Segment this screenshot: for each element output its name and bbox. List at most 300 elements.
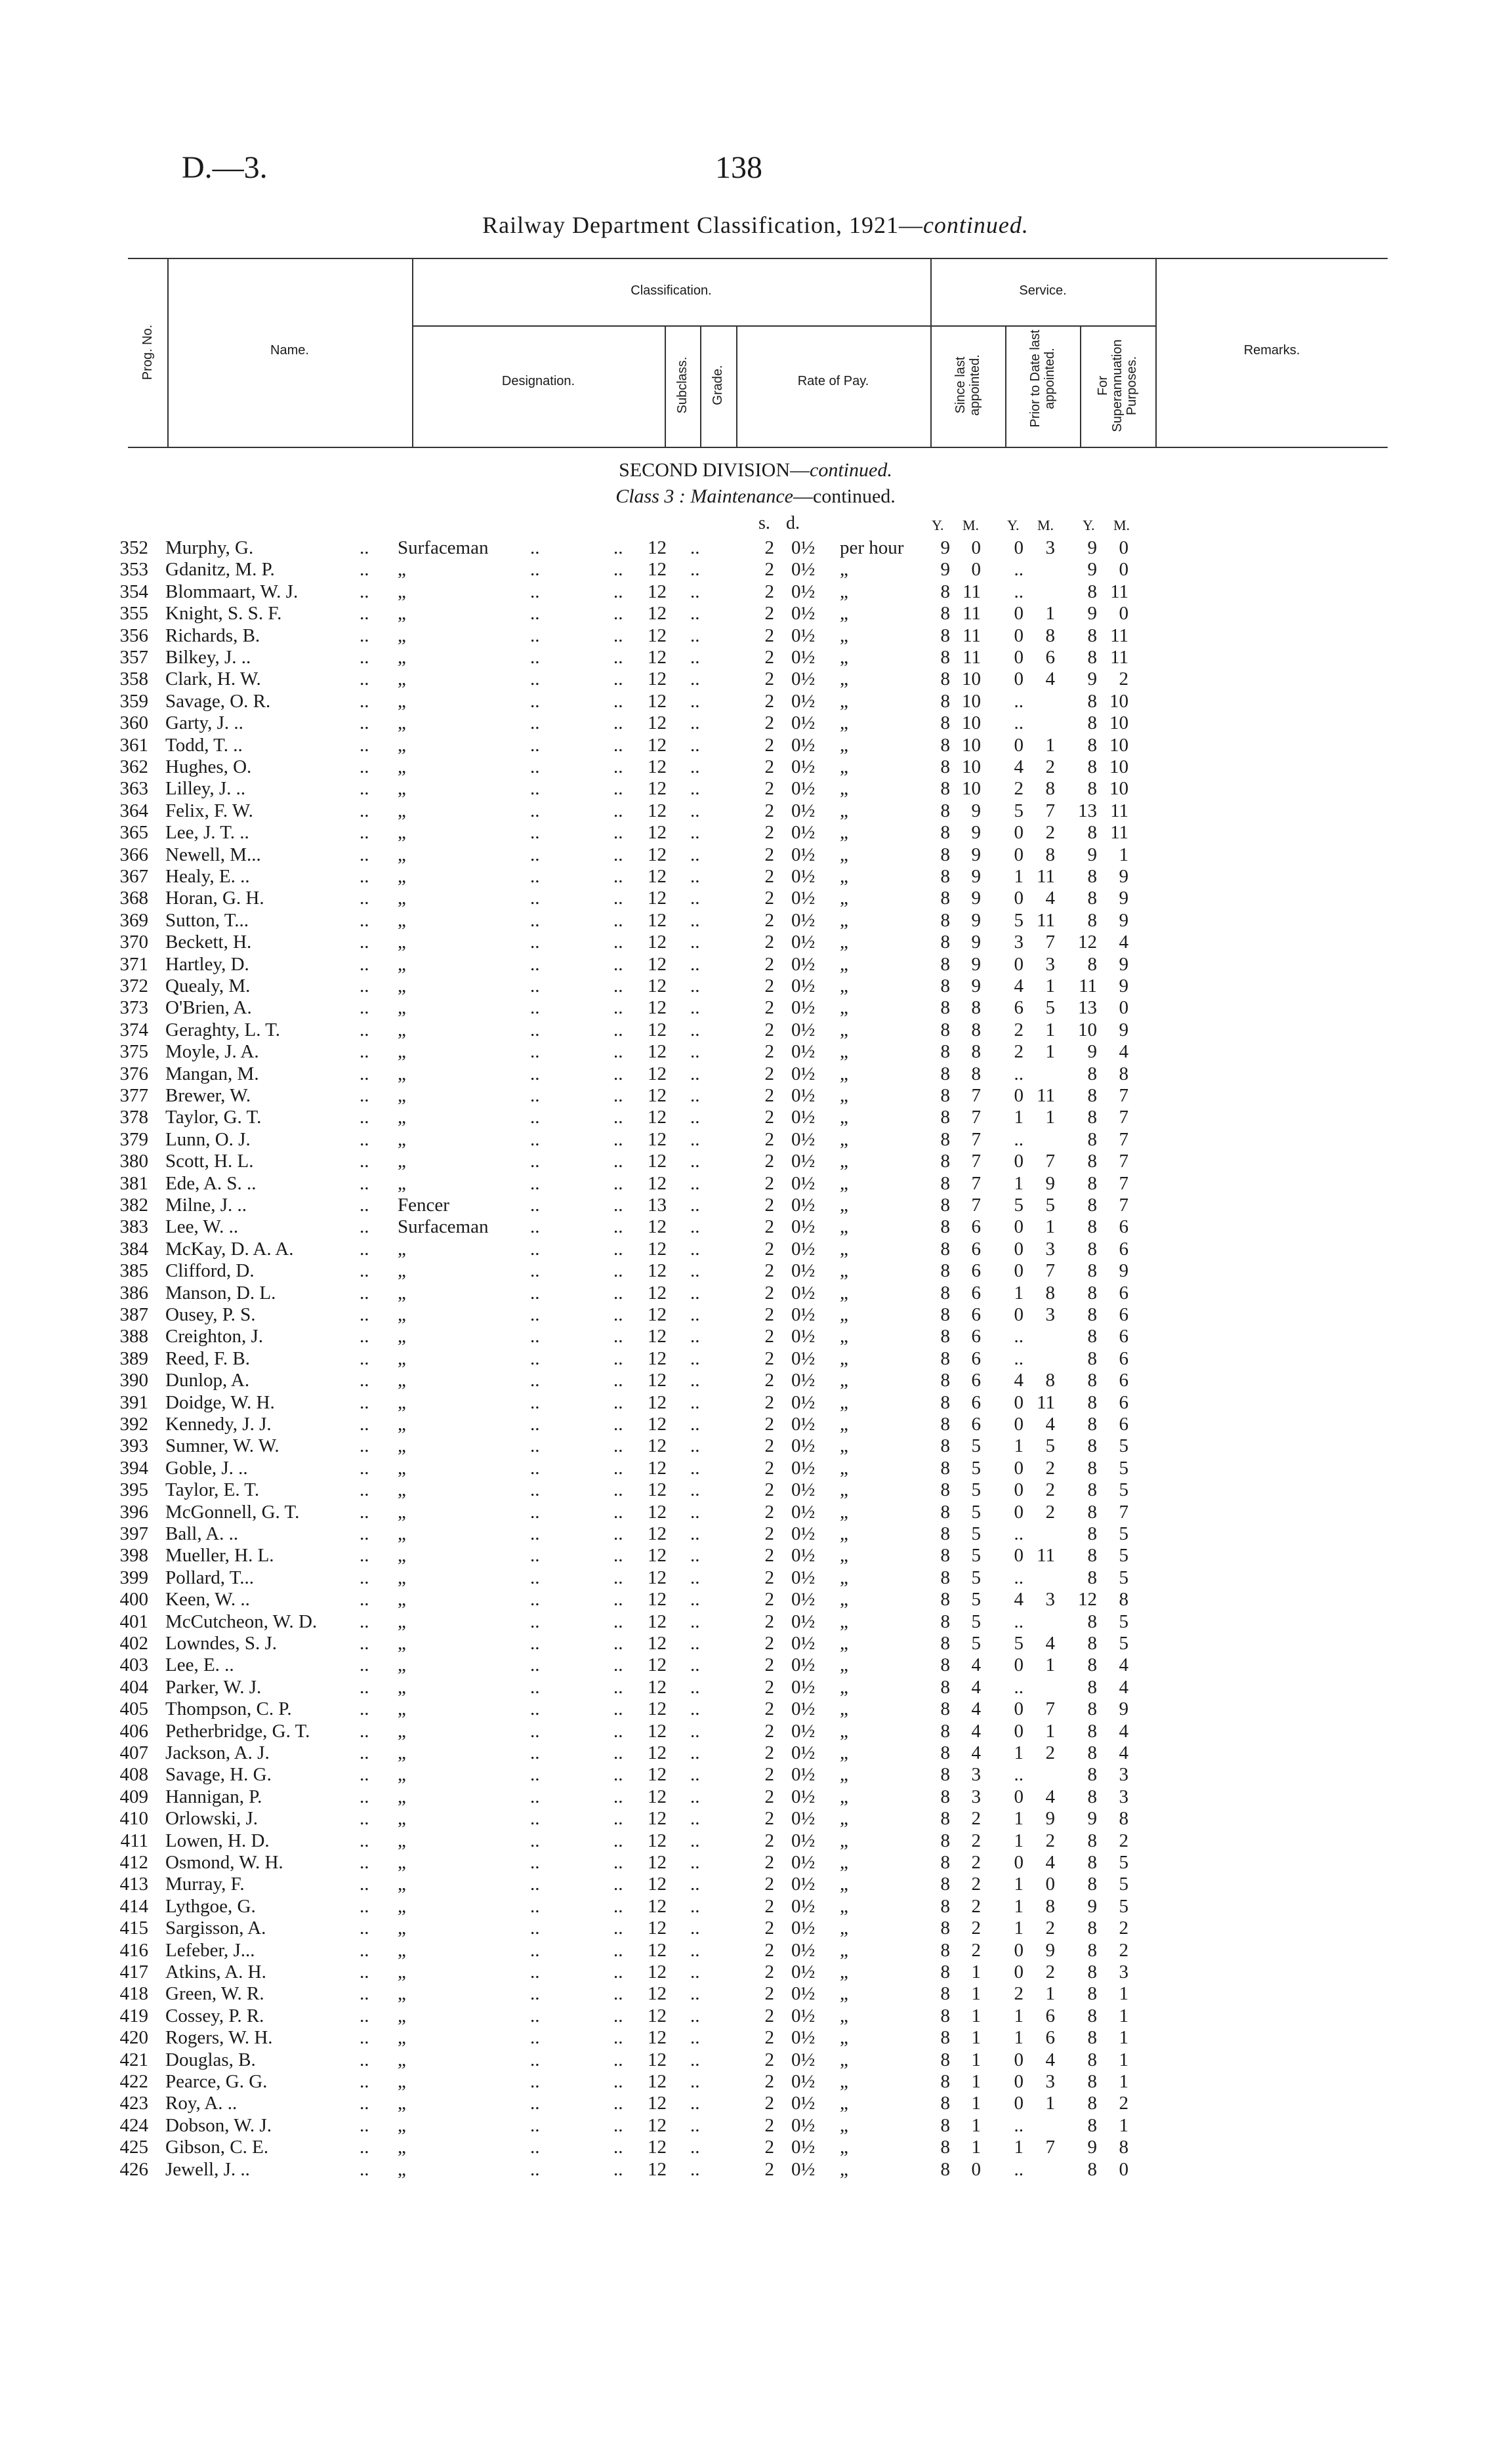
unit-months: M. bbox=[962, 517, 980, 533]
prior-years-cell: 1 bbox=[1014, 2005, 1024, 2026]
super-months-cell: 7 bbox=[1119, 1151, 1128, 1172]
leader-dots: .. bbox=[690, 1698, 700, 1720]
prior-years-cell: .. bbox=[1014, 581, 1024, 602]
prior-years-cell: 0 bbox=[1014, 1501, 1024, 1523]
designation-cell: „ bbox=[398, 1347, 406, 1369]
pence-cell: 0½ bbox=[791, 1128, 816, 1150]
leader-dots: .. bbox=[690, 888, 700, 909]
super-months-cell: 9 bbox=[1119, 1698, 1128, 1720]
title-continued: continued. bbox=[922, 212, 1029, 238]
pence-cell: 0½ bbox=[791, 1698, 816, 1720]
leader-dots: .. bbox=[530, 1852, 540, 1873]
shillings-cell: 2 bbox=[764, 2114, 774, 2136]
prog-no-header: Prog. No. bbox=[140, 324, 155, 380]
subclass-cell: 12 bbox=[648, 1238, 667, 1260]
table-row bbox=[0, 2070, 1511, 2093]
leader-dots: .. bbox=[613, 1260, 623, 1282]
leader-dots: .. bbox=[360, 1085, 369, 1106]
pence-cell: 0½ bbox=[791, 1742, 816, 1763]
subclass-cell: 12 bbox=[648, 1786, 667, 1807]
shillings-cell: 2 bbox=[764, 603, 774, 625]
leader-dots: .. bbox=[530, 1479, 540, 1501]
super-years-cell: 8 bbox=[1087, 1720, 1097, 1742]
prog-no-cell: 400 bbox=[119, 1589, 148, 1611]
table-row bbox=[0, 1084, 1511, 1107]
prog-no-cell: 418 bbox=[119, 1983, 148, 2005]
leader-dots: .. bbox=[360, 2027, 369, 2049]
super-months-cell: 11 bbox=[1110, 822, 1128, 844]
name-cell: Gibson, C. E. bbox=[165, 2137, 269, 2158]
pay-basis-cell: „ bbox=[840, 2027, 848, 2049]
prior-months-cell: 3 bbox=[1045, 1304, 1055, 1325]
super-years-cell: 8 bbox=[1087, 1676, 1097, 1698]
name-cell: Roy, A. .. bbox=[165, 2093, 238, 2114]
prog-no-cell: 399 bbox=[119, 1567, 148, 1588]
designation-cell: „ bbox=[398, 866, 406, 887]
shillings-cell: 2 bbox=[764, 1172, 774, 1194]
since-years-cell: 8 bbox=[940, 909, 950, 931]
prog-no-cell: 390 bbox=[119, 1370, 148, 1391]
leader-dots: .. bbox=[690, 537, 700, 558]
since-months-cell: 0 bbox=[971, 537, 981, 558]
since-months-cell: 2 bbox=[971, 1895, 981, 1917]
leader-dots: .. bbox=[530, 1085, 540, 1106]
designation-cell: „ bbox=[398, 1304, 406, 1325]
table-row bbox=[0, 1720, 1511, 1742]
leader-dots: .. bbox=[530, 909, 540, 931]
prior-years-cell: 1 bbox=[1014, 1742, 1024, 1763]
leader-dots: .. bbox=[530, 1435, 540, 1457]
prior-years-cell: 0 bbox=[1014, 1479, 1024, 1501]
since-years-cell: 8 bbox=[940, 1939, 950, 1961]
leader-dots: .. bbox=[530, 2071, 540, 2092]
prog-no-cell: 370 bbox=[119, 932, 148, 953]
super-months-cell: 7 bbox=[1119, 1501, 1128, 1523]
shillings-cell: 2 bbox=[764, 1720, 774, 1742]
since-years-cell: 8 bbox=[940, 1633, 950, 1654]
since-years-cell: 8 bbox=[940, 1019, 950, 1040]
prog-no-cell: 353 bbox=[119, 559, 148, 581]
since-years-cell: 8 bbox=[940, 1085, 950, 1106]
leader-dots: .. bbox=[613, 625, 623, 646]
pay-basis-cell: „ bbox=[840, 1216, 848, 1238]
leader-dots: .. bbox=[530, 778, 540, 800]
name-cell: Savage, O. R. bbox=[165, 690, 271, 712]
prior-years-cell: 0 bbox=[1014, 822, 1024, 844]
leader-dots: .. bbox=[690, 1611, 700, 1632]
shillings-cell: 2 bbox=[764, 1961, 774, 1982]
leader-dots: .. bbox=[613, 1786, 623, 1807]
pay-basis-cell: „ bbox=[840, 1918, 848, 1939]
shillings-cell: 2 bbox=[764, 2071, 774, 2092]
since-years-cell: 8 bbox=[940, 647, 950, 668]
prior-months-cell: 2 bbox=[1045, 756, 1055, 777]
name-cell: Murphy, G. bbox=[165, 537, 254, 558]
leader-dots: .. bbox=[530, 1195, 540, 1216]
prog-no-cell: 414 bbox=[119, 1895, 148, 1917]
shillings-cell: 2 bbox=[764, 1128, 774, 1150]
super-years-cell: 8 bbox=[1087, 953, 1097, 975]
leader-dots: .. bbox=[613, 1830, 623, 1851]
leader-dots: .. bbox=[360, 1216, 369, 1238]
subclass-cell: 12 bbox=[648, 1720, 667, 1742]
super-years-cell: 8 bbox=[1087, 1545, 1097, 1567]
super-months-cell: 9 bbox=[1119, 866, 1128, 887]
prior-years-cell: 2 bbox=[1014, 1041, 1024, 1063]
leader-dots: .. bbox=[613, 1435, 623, 1457]
leader-dots: .. bbox=[360, 1282, 369, 1304]
leader-dots: .. bbox=[690, 1808, 700, 1830]
pay-basis-cell: „ bbox=[840, 1063, 848, 1084]
pay-basis-cell: „ bbox=[840, 1764, 848, 1786]
super-years-cell: 8 bbox=[1087, 625, 1097, 646]
leader-dots: .. bbox=[360, 2114, 369, 2136]
since-months-cell: 11 bbox=[962, 647, 981, 668]
shillings-cell: 2 bbox=[764, 1260, 774, 1282]
prior-years-cell: 0 bbox=[1014, 1939, 1024, 1961]
leader-dots: .. bbox=[530, 1698, 540, 1720]
leader-dots: .. bbox=[360, 1304, 369, 1325]
since-years-cell: 8 bbox=[940, 1260, 950, 1282]
pence-cell: 0½ bbox=[791, 603, 816, 625]
super-years-cell: 8 bbox=[1087, 1939, 1097, 1961]
subclass-cell: 12 bbox=[648, 778, 667, 800]
super-years-cell: 9 bbox=[1087, 603, 1097, 625]
subclass-cell: 12 bbox=[648, 1151, 667, 1172]
table-row bbox=[0, 1786, 1511, 1808]
super-months-cell: 2 bbox=[1119, 1830, 1128, 1851]
since-years-cell: 8 bbox=[940, 756, 950, 777]
shillings-cell: 2 bbox=[764, 1567, 774, 1588]
prog-no-cell: 382 bbox=[119, 1195, 148, 1216]
pence-cell: 0½ bbox=[791, 1063, 816, 1084]
prior-years-cell: 4 bbox=[1014, 975, 1024, 996]
prog-no-cell: 417 bbox=[119, 1961, 148, 1982]
name-cell: Healy, E. .. bbox=[165, 866, 250, 887]
leader-dots: .. bbox=[530, 1786, 540, 1807]
since-months-cell: 9 bbox=[971, 888, 981, 909]
leader-dots: .. bbox=[530, 1567, 540, 1588]
super-months-cell: 11 bbox=[1110, 625, 1128, 646]
prior-years-cell: 2 bbox=[1014, 1983, 1024, 2005]
leader-dots: .. bbox=[613, 778, 623, 800]
shillings-cell: 2 bbox=[764, 1151, 774, 1172]
leader-dots: .. bbox=[613, 1918, 623, 1939]
pence-cell: 0½ bbox=[791, 1151, 816, 1172]
subclass-cell: 12 bbox=[648, 1611, 667, 1632]
table-row bbox=[0, 800, 1511, 822]
since-months-cell: 5 bbox=[971, 1457, 981, 1479]
pence-cell: 0½ bbox=[791, 1282, 816, 1304]
name-cell: Lee, W. .. bbox=[165, 1216, 239, 1238]
prior-years-cell: .. bbox=[1014, 1326, 1024, 1347]
prog-no-cell: 423 bbox=[119, 2093, 148, 2114]
prog-no-cell: 361 bbox=[119, 734, 148, 756]
super-months-cell: 9 bbox=[1119, 888, 1128, 909]
super-years-cell: 8 bbox=[1087, 1698, 1097, 1720]
prog-no-cell: 388 bbox=[119, 1326, 148, 1347]
shillings-cell: 2 bbox=[764, 2093, 774, 2114]
super-years-cell: 9 bbox=[1087, 1041, 1097, 1063]
name-cell: McKay, D. A. A. bbox=[165, 1238, 294, 1260]
pay-basis-cell: „ bbox=[840, 2005, 848, 2026]
prior-years-cell: 5 bbox=[1014, 1633, 1024, 1654]
since-months-cell: 9 bbox=[971, 866, 981, 887]
leader-dots: .. bbox=[690, 2049, 700, 2070]
super-months-cell: 6 bbox=[1119, 1282, 1128, 1304]
pay-basis-cell: „ bbox=[840, 997, 848, 1019]
designation-cell: „ bbox=[398, 2005, 406, 2026]
leader-dots: .. bbox=[530, 1326, 540, 1347]
subclass-cell: 12 bbox=[648, 1698, 667, 1720]
subclass-cell: 12 bbox=[648, 1085, 667, 1106]
super-months-cell: 8 bbox=[1119, 2137, 1128, 2158]
table-row bbox=[0, 1873, 1511, 1895]
designation-cell: „ bbox=[398, 1852, 406, 1873]
designation-cell: „ bbox=[398, 822, 406, 844]
shillings-cell: 2 bbox=[764, 2027, 774, 2049]
shillings-cell: 2 bbox=[764, 1654, 774, 1676]
prior-months-cell: 0 bbox=[1045, 1874, 1055, 1895]
name-cell: Atkins, A. H. bbox=[165, 1961, 266, 1982]
table-row bbox=[0, 690, 1511, 712]
pay-basis-cell: „ bbox=[840, 1304, 848, 1325]
table-row bbox=[0, 2005, 1511, 2027]
table-row bbox=[0, 1260, 1511, 1282]
table-row bbox=[0, 1369, 1511, 1391]
designation-cell: „ bbox=[398, 1961, 406, 1982]
table-row bbox=[0, 1019, 1511, 1041]
shillings-cell: 2 bbox=[764, 1808, 774, 1830]
prior-months-cell: 11 bbox=[1037, 1391, 1055, 1413]
prior-months-cell: 2 bbox=[1045, 1457, 1055, 1479]
prior-months-cell: 5 bbox=[1045, 1195, 1055, 1216]
since-years-cell: 8 bbox=[940, 844, 950, 865]
name-cell: Cossey, P. R. bbox=[165, 2005, 264, 2026]
leader-dots: .. bbox=[360, 1874, 369, 1895]
pence-cell: 0½ bbox=[791, 1633, 816, 1654]
table-row bbox=[0, 865, 1511, 888]
super-years-cell: 8 bbox=[1087, 2158, 1097, 2180]
subclass-cell: 12 bbox=[648, 1874, 667, 1895]
leader-dots: .. bbox=[360, 1808, 369, 1830]
super-years-cell: 12 bbox=[1078, 1589, 1097, 1611]
prior-years-cell: 0 bbox=[1014, 2093, 1024, 2114]
table-row bbox=[0, 821, 1511, 844]
super-months-cell: 10 bbox=[1109, 756, 1128, 777]
pence-cell: 0½ bbox=[791, 537, 816, 558]
pay-basis-cell: „ bbox=[840, 1698, 848, 1720]
leader-dots: .. bbox=[613, 756, 623, 777]
prog-no-cell: 363 bbox=[119, 778, 148, 800]
designation-cell: „ bbox=[398, 1523, 406, 1544]
since-months-cell: 11 bbox=[962, 581, 981, 602]
leader-dots: .. bbox=[360, 1545, 369, 1567]
leader-dots: .. bbox=[530, 1633, 540, 1654]
prior-years-cell: 1 bbox=[1014, 1874, 1024, 1895]
since-months-cell: 4 bbox=[971, 1720, 981, 1742]
pence-cell: 0½ bbox=[791, 778, 816, 800]
table-row bbox=[0, 953, 1511, 975]
subclass-cell: 12 bbox=[648, 822, 667, 844]
prior-years-cell: .. bbox=[1014, 1063, 1024, 1084]
shillings-cell: 2 bbox=[764, 2005, 774, 2026]
table-row bbox=[0, 1654, 1511, 1676]
pence-cell: 0½ bbox=[791, 1260, 816, 1282]
since-years-cell: 8 bbox=[940, 712, 950, 734]
designation-cell: „ bbox=[398, 1457, 406, 1479]
since-months-cell: 2 bbox=[971, 1918, 981, 1939]
pence-cell: 0½ bbox=[791, 1895, 816, 1917]
leader-dots: .. bbox=[690, 932, 700, 953]
prior-years-cell: .. bbox=[1014, 1347, 1024, 1369]
since-years-cell: 8 bbox=[940, 1195, 950, 1216]
prior-months-cell: 1 bbox=[1045, 1720, 1055, 1742]
leader-dots: .. bbox=[360, 668, 369, 690]
group-rule bbox=[412, 325, 1155, 327]
since-months-cell: 0 bbox=[971, 559, 981, 581]
leader-dots: .. bbox=[360, 844, 369, 865]
pay-basis-cell: „ bbox=[840, 1589, 848, 1611]
table-row bbox=[0, 1150, 1511, 1172]
leader-dots: .. bbox=[530, 1939, 540, 1961]
leader-dots: .. bbox=[690, 1654, 700, 1676]
leader-dots: .. bbox=[360, 581, 369, 602]
leader-dots: .. bbox=[530, 1128, 540, 1150]
leader-dots: .. bbox=[613, 1874, 623, 1895]
prior-years-cell: 1 bbox=[1014, 1918, 1024, 1939]
table-row bbox=[0, 1807, 1511, 1830]
prior-years-cell: 0 bbox=[1014, 1260, 1024, 1282]
table-row bbox=[0, 975, 1511, 997]
prior-years-cell: 1 bbox=[1014, 2027, 1024, 2049]
shillings-cell: 2 bbox=[764, 537, 774, 558]
pence-cell: 0½ bbox=[791, 2114, 816, 2136]
leader-dots: .. bbox=[360, 1633, 369, 1654]
pay-basis-cell: „ bbox=[840, 2114, 848, 2136]
leader-dots: .. bbox=[613, 2158, 623, 2180]
super-years-cell: 8 bbox=[1087, 1523, 1097, 1544]
prog-no-cell: 411 bbox=[120, 1830, 148, 1851]
prior-months-cell: 1 bbox=[1045, 1041, 1055, 1063]
leader-dots: .. bbox=[690, 1786, 700, 1807]
pence-cell: 0½ bbox=[791, 1479, 816, 1501]
leader-dots: .. bbox=[613, 1852, 623, 1873]
remarks-header: Remarks. bbox=[1243, 343, 1300, 358]
prior-months-cell: 7 bbox=[1045, 1260, 1055, 1282]
super-years-cell: 9 bbox=[1087, 844, 1097, 865]
super-months-cell: 5 bbox=[1119, 1895, 1128, 1917]
since-months-cell: 2 bbox=[971, 1830, 981, 1851]
leader-dots: .. bbox=[690, 1742, 700, 1763]
pay-basis-cell: „ bbox=[840, 2093, 848, 2114]
prior-years-cell: 1 bbox=[1014, 1830, 1024, 1851]
prior-months-cell: 4 bbox=[1045, 1786, 1055, 1807]
since-months-cell: 5 bbox=[971, 1567, 981, 1588]
super-years-cell: 8 bbox=[1087, 1983, 1097, 2005]
leader-dots: .. bbox=[613, 888, 623, 909]
prog-no-cell: 407 bbox=[119, 1742, 148, 1763]
name-cell: Milne, J. .. bbox=[165, 1195, 247, 1216]
prior-months-cell: 11 bbox=[1037, 866, 1055, 887]
table-row bbox=[0, 558, 1511, 581]
leader-dots: .. bbox=[360, 1961, 369, 1982]
since-months-cell: 8 bbox=[971, 1041, 981, 1063]
leader-dots: .. bbox=[690, 1918, 700, 1939]
prog-no-cell: 416 bbox=[119, 1939, 148, 1961]
shillings-cell: 2 bbox=[764, 1304, 774, 1325]
since-years-cell: 8 bbox=[940, 1764, 950, 1786]
since-years-cell: 8 bbox=[940, 2005, 950, 2026]
super-months-cell: 0 bbox=[1119, 559, 1128, 581]
leader-dots: .. bbox=[690, 975, 700, 996]
designation-cell: „ bbox=[398, 800, 406, 821]
designation-cell: „ bbox=[398, 2114, 406, 2136]
prior-years-cell: 0 bbox=[1014, 647, 1024, 668]
unit-shillings: s. bbox=[758, 513, 770, 533]
super-months-cell: 1 bbox=[1119, 2071, 1128, 2092]
pence-cell: 0½ bbox=[791, 1852, 816, 1873]
since-years-cell: 8 bbox=[940, 1895, 950, 1917]
leader-dots: .. bbox=[690, 800, 700, 821]
pay-basis-cell: „ bbox=[840, 1720, 848, 1742]
pence-cell: 0½ bbox=[791, 1961, 816, 1982]
prog-no-cell: 368 bbox=[119, 888, 148, 909]
shillings-cell: 2 bbox=[764, 1939, 774, 1961]
class-label: Class 3 : bbox=[615, 485, 686, 507]
prog-no-cell: 395 bbox=[119, 1479, 148, 1501]
pay-basis-cell: „ bbox=[840, 690, 848, 712]
leader-dots: .. bbox=[530, 712, 540, 734]
subclass-cell: 13 bbox=[648, 1195, 667, 1216]
designation-cell: „ bbox=[398, 888, 406, 909]
since-months-cell: 3 bbox=[971, 1764, 981, 1786]
since-years-cell: 8 bbox=[940, 1808, 950, 1830]
table-row bbox=[0, 909, 1511, 932]
leader-dots: .. bbox=[360, 1786, 369, 1807]
prior-years-cell: .. bbox=[1014, 1567, 1024, 1588]
subclass-cell: 12 bbox=[648, 2158, 667, 2180]
prior-months-cell: 4 bbox=[1045, 1414, 1055, 1435]
prog-no-cell: 425 bbox=[119, 2137, 148, 2158]
prog-no-cell: 392 bbox=[119, 1414, 148, 1435]
prior-months-cell: 1 bbox=[1045, 1216, 1055, 1238]
pay-basis-cell: „ bbox=[840, 909, 848, 931]
leader-dots: .. bbox=[360, 1852, 369, 1873]
prog-no-cell: 374 bbox=[119, 1019, 148, 1040]
pence-cell: 0½ bbox=[791, 1808, 816, 1830]
prior-months-cell: 5 bbox=[1045, 997, 1055, 1019]
designation-cell: „ bbox=[398, 1085, 406, 1106]
prog-no-cell: 415 bbox=[119, 1918, 148, 1939]
leader-dots: .. bbox=[360, 2049, 369, 2070]
name-cell: Lowen, H. D. bbox=[165, 1830, 270, 1851]
prior-months-cell: 8 bbox=[1045, 778, 1055, 800]
shillings-cell: 2 bbox=[764, 756, 774, 777]
pence-cell: 0½ bbox=[791, 690, 816, 712]
prior-years-cell: 0 bbox=[1014, 844, 1024, 865]
leader-dots: .. bbox=[360, 1654, 369, 1676]
subclass-cell: 12 bbox=[648, 1501, 667, 1523]
leader-dots: .. bbox=[690, 1085, 700, 1106]
prior-years-cell: 0 bbox=[1014, 1216, 1024, 1238]
prior-months-cell: 2 bbox=[1045, 1742, 1055, 1763]
subclass-cell: 12 bbox=[648, 2093, 667, 2114]
since-years-cell: 8 bbox=[940, 1589, 950, 1611]
prior-years-cell: 6 bbox=[1014, 997, 1024, 1019]
prior-years-cell: 0 bbox=[1014, 1654, 1024, 1676]
leader-dots: .. bbox=[360, 975, 369, 996]
